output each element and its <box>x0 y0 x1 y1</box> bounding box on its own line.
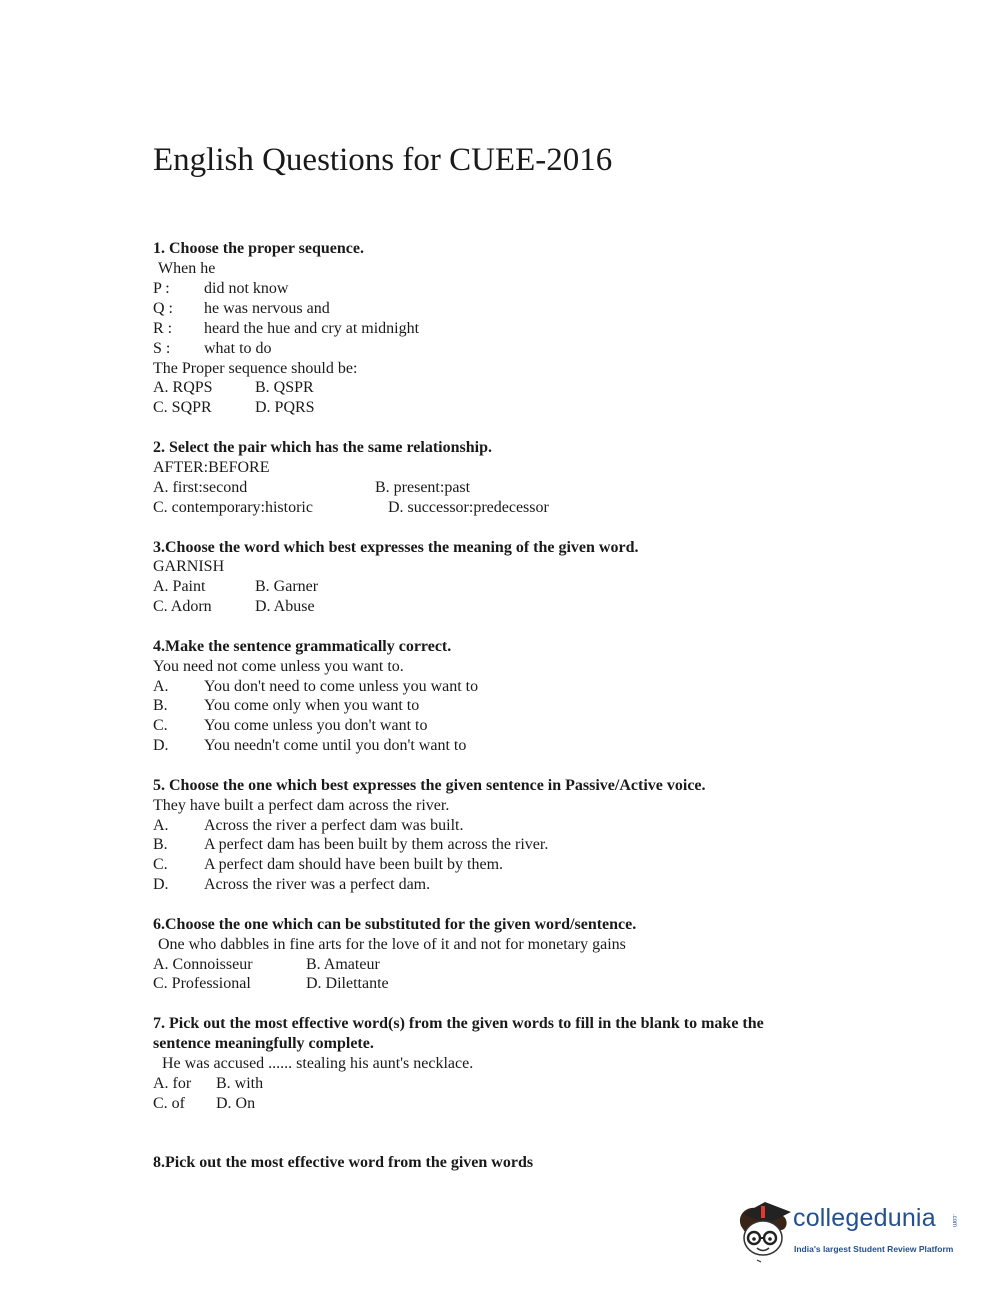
q3-option-a: A. Paint <box>153 578 206 595</box>
q2-option-d: D. successor:predecessor <box>388 499 549 516</box>
logo-wordmark: collegedunia <box>793 1204 936 1232</box>
q7-stem: He was accused ...... stealing his aunt's necklace. <box>162 1055 474 1072</box>
q3-heading: 3.Choose the word which best expresses the meaning of the given word. <box>153 539 639 556</box>
q3-option-b: B. Garner <box>255 578 319 595</box>
q1-part-text: he was nervous and <box>204 300 330 317</box>
q1-part-text: did not know <box>204 280 289 297</box>
page-title: English Questions for CUEE-2016 <box>153 142 613 178</box>
q5-heading: 5. Choose the one which best expresses the given sentence in Passive/Active voice. <box>153 777 706 794</box>
q1-option-c: C. SQPR <box>153 399 212 416</box>
q4-option-key: B. <box>153 697 168 714</box>
q5-option-key: C. <box>153 856 168 873</box>
q5-option-text: A perfect dam has been built by them across the river. <box>204 836 549 853</box>
q1-part-text: what to do <box>204 340 272 357</box>
q7-option-d: D. On <box>216 1095 256 1112</box>
q4-stem: You need not come unless you want to. <box>153 658 404 675</box>
q6-option-b: B. Amateur <box>306 956 380 973</box>
q7-heading: 7. Pick out the most effective word(s) from the given words to fill in the blank to make the <box>153 1015 764 1032</box>
q6-option-a: A. Connoisseur <box>153 956 253 973</box>
q6-option-c: C. Professional <box>153 975 251 992</box>
q1-prompt: The Proper sequence should be: <box>153 360 358 377</box>
q5-option-key: A. <box>153 817 169 834</box>
q1-part-key: R : <box>153 320 173 337</box>
q5-option-text: Across the river was a perfect dam. <box>204 876 431 893</box>
q1-stem: When he <box>158 260 216 277</box>
q7-option-b: B. with <box>216 1075 264 1092</box>
q8-heading: 8.Pick out the most effective word from the given words <box>153 1154 534 1171</box>
q1-option-d: D. PQRS <box>255 399 315 416</box>
q5-stem: They have built a perfect dam across the river. <box>153 797 450 814</box>
collegedunia-logo[interactable] <box>735 1196 965 1268</box>
q3-option-c: C. Adorn <box>153 598 212 615</box>
q2-option-a: A. first:second <box>153 479 248 496</box>
q4-option-text: You don't need to come unless you want to <box>204 678 479 695</box>
q5-option-text: Across the river a perfect dam was built. <box>204 817 464 834</box>
q5-option-key: D. <box>153 876 169 893</box>
q1-option-a: A. RQPS <box>153 379 213 396</box>
q4-heading: 4.Make the sentence grammatically correct. <box>153 638 452 655</box>
q4-option-text: You come only when you want to <box>204 697 420 714</box>
logo-tagline: India's largest Student Review Platform <box>794 1244 954 1254</box>
q6-stem: One who dabbles in fine arts for the love of it and not for monetary gains <box>158 936 626 953</box>
q4-option-text: You come unless you don't want to <box>204 717 428 734</box>
q4-option-key: D. <box>153 737 169 754</box>
q2-heading: 2. Select the pair which has the same relationship. <box>153 439 492 456</box>
q1-part-key: P : <box>153 280 170 297</box>
q2-option-c: C. contemporary:historic <box>153 499 313 516</box>
q6-option-d: D. Dilettante <box>306 975 389 992</box>
q7-option-a: A. for <box>153 1075 192 1092</box>
q2-stem: AFTER:BEFORE <box>153 459 270 476</box>
q4-option-key: A. <box>153 678 169 695</box>
q1-heading: 1. Choose the proper sequence. <box>153 240 364 257</box>
q1-part-key: Q : <box>153 300 173 317</box>
q4-option-key: C. <box>153 717 168 734</box>
q6-heading: 6.Choose the one which can be substituted for the given word/sentence. <box>153 916 637 933</box>
mascot-icon <box>735 1196 795 1268</box>
logo-domain-suffix: .com <box>951 1214 957 1228</box>
q1-part-text: heard the hue and cry at midnight <box>204 320 420 337</box>
q7-option-c: C. of <box>153 1095 185 1112</box>
q7-heading-continued: sentence meaningfully complete. <box>153 1035 374 1052</box>
q1-option-b: B. QSPR <box>255 379 314 396</box>
q3-option-d: D. Abuse <box>255 598 315 615</box>
q4-option-text: You needn't come until you don't want to <box>204 737 467 754</box>
q2-option-b: B. present:past <box>375 479 471 496</box>
q1-part-key: S : <box>153 340 171 357</box>
q5-option-text: A perfect dam should have been built by them. <box>204 856 504 873</box>
q5-option-key: B. <box>153 836 168 853</box>
q3-stem: GARNISH <box>153 558 225 575</box>
